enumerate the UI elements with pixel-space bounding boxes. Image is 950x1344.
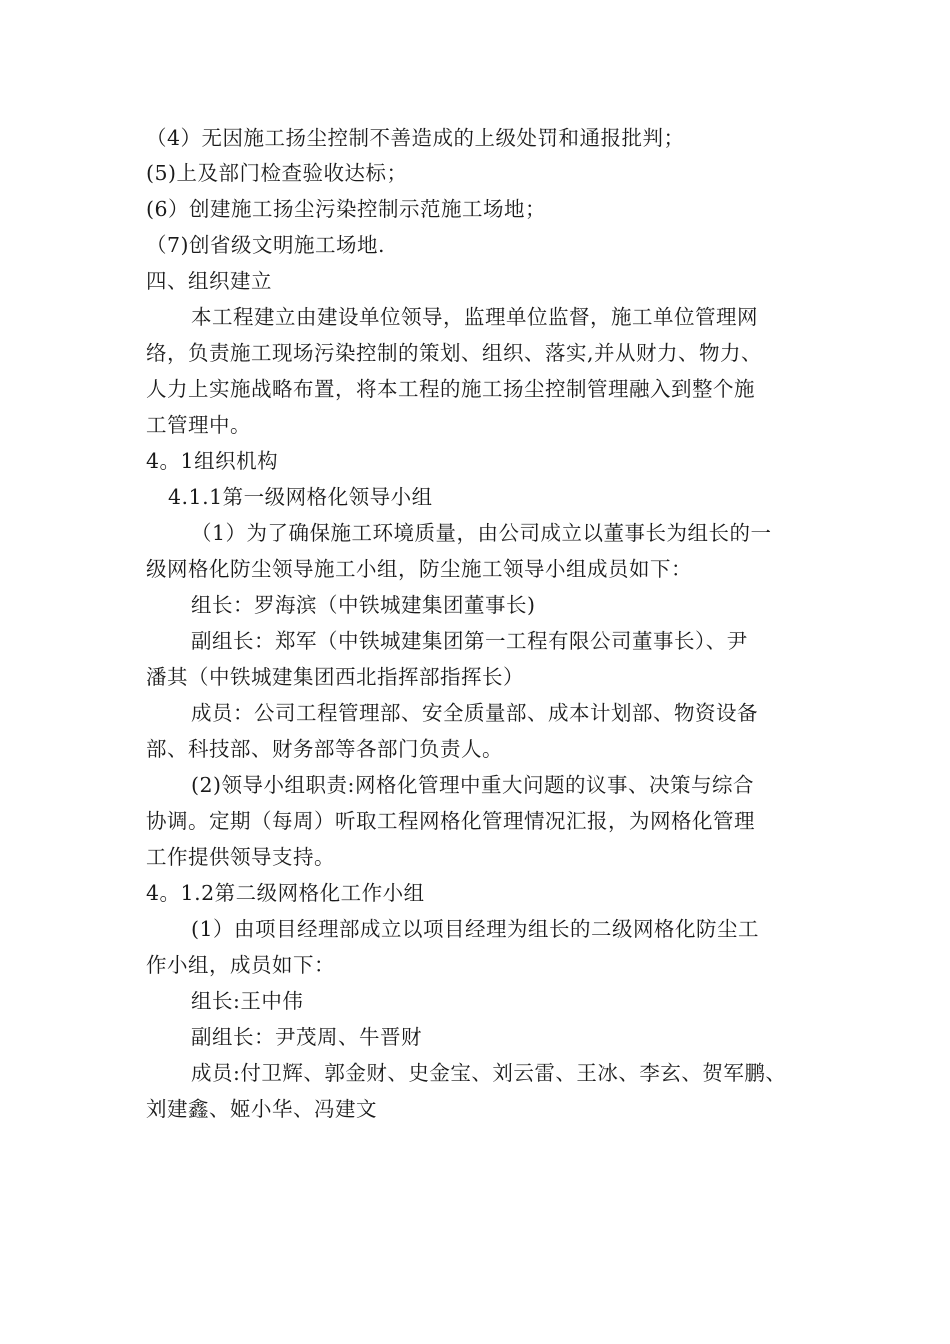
paragraph-line: 作小组，成员如下： [146, 953, 335, 977]
paragraph-line: 协调。定期（每周）听取工程网格化管理情况汇报，为网格化管理 [146, 809, 755, 833]
list-item-4: （4）无因施工扬尘控制不善造成的上级处罚和通报批判； [146, 126, 685, 150]
section-heading: 四、组织建立 [146, 269, 272, 293]
paragraph-line: (2)领导小组职责:网格化管理中重大问题的议事、决策与综合 [191, 773, 754, 797]
paragraph-line: 级网格化防尘领导施工小组，防尘施工领导小组成员如下： [146, 557, 692, 581]
list-item-7: （7)创省级文明施工场地. [146, 233, 386, 257]
member-line: 副组长：郑军（中铁城建集团第一工程有限公司董事长）、尹 [191, 629, 748, 653]
subsection-heading: 4。1组织机构 [146, 449, 279, 473]
member-line: 副组长：尹茂周、牛晋财 [191, 1025, 422, 1049]
paragraph-line: 络，负责施工现场污染控制的策划、组织、落实,并从财力、物力、 [146, 341, 763, 365]
member-line: 刘建鑫、姬小华、冯建文 [146, 1097, 377, 1121]
paragraph-line: 本工程建立由建设单位领导，监理单位监督，施工单位管理网 [191, 305, 758, 329]
member-line: 潘其（中铁城建集团西北指挥部指挥长） [146, 665, 524, 689]
paragraph-line: 工作提供领导支持。 [146, 845, 335, 869]
paragraph-line: 工管理中。 [146, 413, 251, 437]
member-line: 组长：罗海滨（中铁城建集团董事长) [191, 593, 536, 617]
list-item-5: (5)上及部门检查验收达标； [146, 161, 408, 185]
member-line: 部、科技部、财务部等各部门负责人。 [146, 737, 503, 761]
paragraph-line: 人力上实施战略布置，将本工程的施工扬尘控制管理融入到整个施 [146, 377, 755, 401]
member-line: 成员:付卫辉、郭金财、史金宝、刘云雷、王冰、李玄、贺军鹏、 [191, 1061, 787, 1085]
paragraph-line: (1）由项目经理部成立以项目经理为组长的二级网格化防尘工 [191, 917, 760, 941]
member-line: 组长:王中伟 [191, 989, 304, 1013]
subsubsection-heading: 4.1.1第一级网格化领导小组 [168, 485, 433, 509]
paragraph-line: （1）为了确保施工环境质量，由公司成立以董事长为组长的一 [191, 521, 772, 545]
list-item-6: (6）创建施工扬尘污染控制示范施工场地； [146, 197, 547, 221]
member-line: 成员：公司工程管理部、安全质量部、成本计划部、物资设备 [191, 701, 758, 725]
subsubsection-heading: 4。1.2第二级网格化工作小组 [146, 881, 425, 905]
